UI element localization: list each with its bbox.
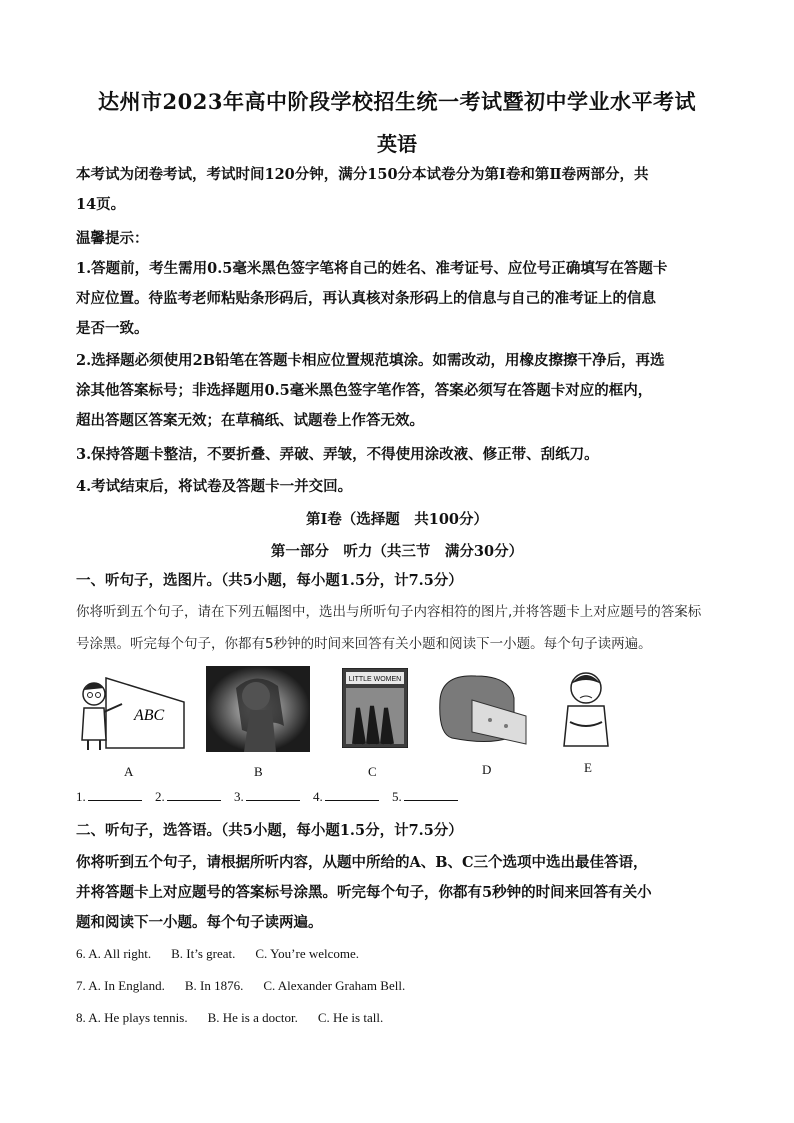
subject-title: 英语 [377, 132, 417, 156]
question-7 [76, 978, 425, 994]
option-b: B. In 1876. [184, 978, 244, 993]
picture-c-caption: LITTLE WOMEN [348, 676, 402, 683]
tip-1-line-2: 对应位置。待监考老师粘贴条形码后，再认真核对条形码上的信息与自己的准考证上的信息 [76, 290, 656, 307]
question-6 [76, 946, 379, 962]
answer-blank[interactable] [246, 788, 300, 801]
volume-title: 第Ⅰ卷（选择题 共100分） [305, 511, 489, 528]
option-c: C. He is tall. [317, 1010, 384, 1025]
answer-blanks [76, 788, 468, 805]
answer-blank[interactable] [325, 788, 379, 801]
picture-a-label: A [124, 764, 134, 779]
option-a: 8. A. He plays tennis. [76, 1010, 188, 1025]
picture-d-label: D [482, 762, 492, 777]
blank-label: 1. [76, 789, 86, 804]
section-1-note-line-2: 号涂黑。听完每个句子，你都有5秒钟的时间来回答有关小题和阅读下一小题。每个句子读两遍。 [76, 636, 652, 652]
sick-boy-picture [556, 668, 616, 752]
tip-2-line-2: 涂其他答案标号；非选择题用0.5毫米黑色签字笔作答，答案必须写在答题卡对应的框内， [76, 382, 653, 399]
tip-1-line-1: 1.答题前，考生需用0.5毫米黑色签字笔将自己的姓名、准考证号、应位号正确填写在答题卡 [76, 260, 668, 277]
picture-e-label: E [584, 760, 592, 775]
answer-blank[interactable] [404, 788, 458, 801]
tip-3: 3.保持答题卡整洁，不要折叠、弄破、弄皱，不得使用涂改液、修正带、刮纸刀。 [76, 446, 599, 463]
bread-picture [432, 670, 530, 748]
section-1-note-line-1: 你将听到五个句子，请在下列五幅图中，选出与所听句子内容相符的图片,并将答题卡上对应题号的答案标 [76, 604, 702, 620]
question-8 [76, 1010, 403, 1026]
section-2-note-line-1: 你将听到五个句子，请根据所听内容，从题中所给的A、B、C三个选项中选出最佳答语， [76, 854, 648, 871]
intro-line-1: 本考试为闭卷考试，考试时间120分钟，满分150分本试卷分为第Ⅰ卷和第Ⅱ卷两部分，共 [76, 166, 649, 183]
picture-row [70, 666, 630, 786]
option-b: B. It’s great. [171, 946, 236, 961]
picture-b-label: B [254, 764, 263, 779]
tips-title: 温馨提示： [76, 230, 149, 247]
option-c: C. You’re welcome. [255, 946, 360, 961]
book-picture [342, 668, 408, 748]
blank-label: 2. [155, 789, 165, 804]
blank-label: 4. [313, 789, 323, 804]
picture-c-label: C [368, 764, 377, 779]
option-a: 6. A. All right. [76, 946, 152, 961]
section-2-heading: 二、听句子，选答语。（共5小题，每小题1.5分，计7.5分） [76, 822, 463, 839]
section-2-note-line-3: 题和阅读下一小题。每个句子读两遍。 [76, 914, 323, 931]
picture-a-caption: ABC [134, 707, 165, 724]
section-2-note-line-2: 并将答题卡上对应题号的答案标号涂黑。听完每个句子，你都有5秒钟的时间来回答有关小 [76, 884, 652, 901]
intro-line-2: 14页。 [76, 196, 126, 213]
answer-blank[interactable] [88, 788, 142, 801]
blank-label: 5. [392, 789, 402, 804]
option-a: 7. A. In England. [76, 978, 165, 993]
part-1-title: 第一部分 听力（共三节 满分30分） [270, 543, 524, 560]
blank-label: 3. [234, 789, 244, 804]
teacher-picture [76, 670, 188, 750]
girl-picture [206, 666, 310, 752]
tip-4: 4.考试结束后，将试卷及答题卡一并交回。 [76, 478, 353, 495]
option-b: B. He is a doctor. [207, 1010, 298, 1025]
exam-title: 达州市2023年高中阶段学校招生统一考试暨初中学业水平考试 [98, 89, 696, 114]
tip-1-line-3: 是否一致。 [76, 320, 149, 337]
answer-blank[interactable] [167, 788, 221, 801]
tip-2-line-1: 2.选择题必须使用2B铅笔在答题卡相应位置规范填涂。如需改动，用橡皮擦擦干净后，再选 [76, 352, 665, 369]
section-1-heading: 一、听句子，选图片。（共5小题，每小题1.5分，计7.5分） [76, 572, 463, 589]
tip-2-line-3: 超出答题区答案无效；在草稿纸、试题卷上作答无效。 [76, 412, 424, 429]
option-c: C. Alexander Graham Bell. [263, 978, 406, 993]
